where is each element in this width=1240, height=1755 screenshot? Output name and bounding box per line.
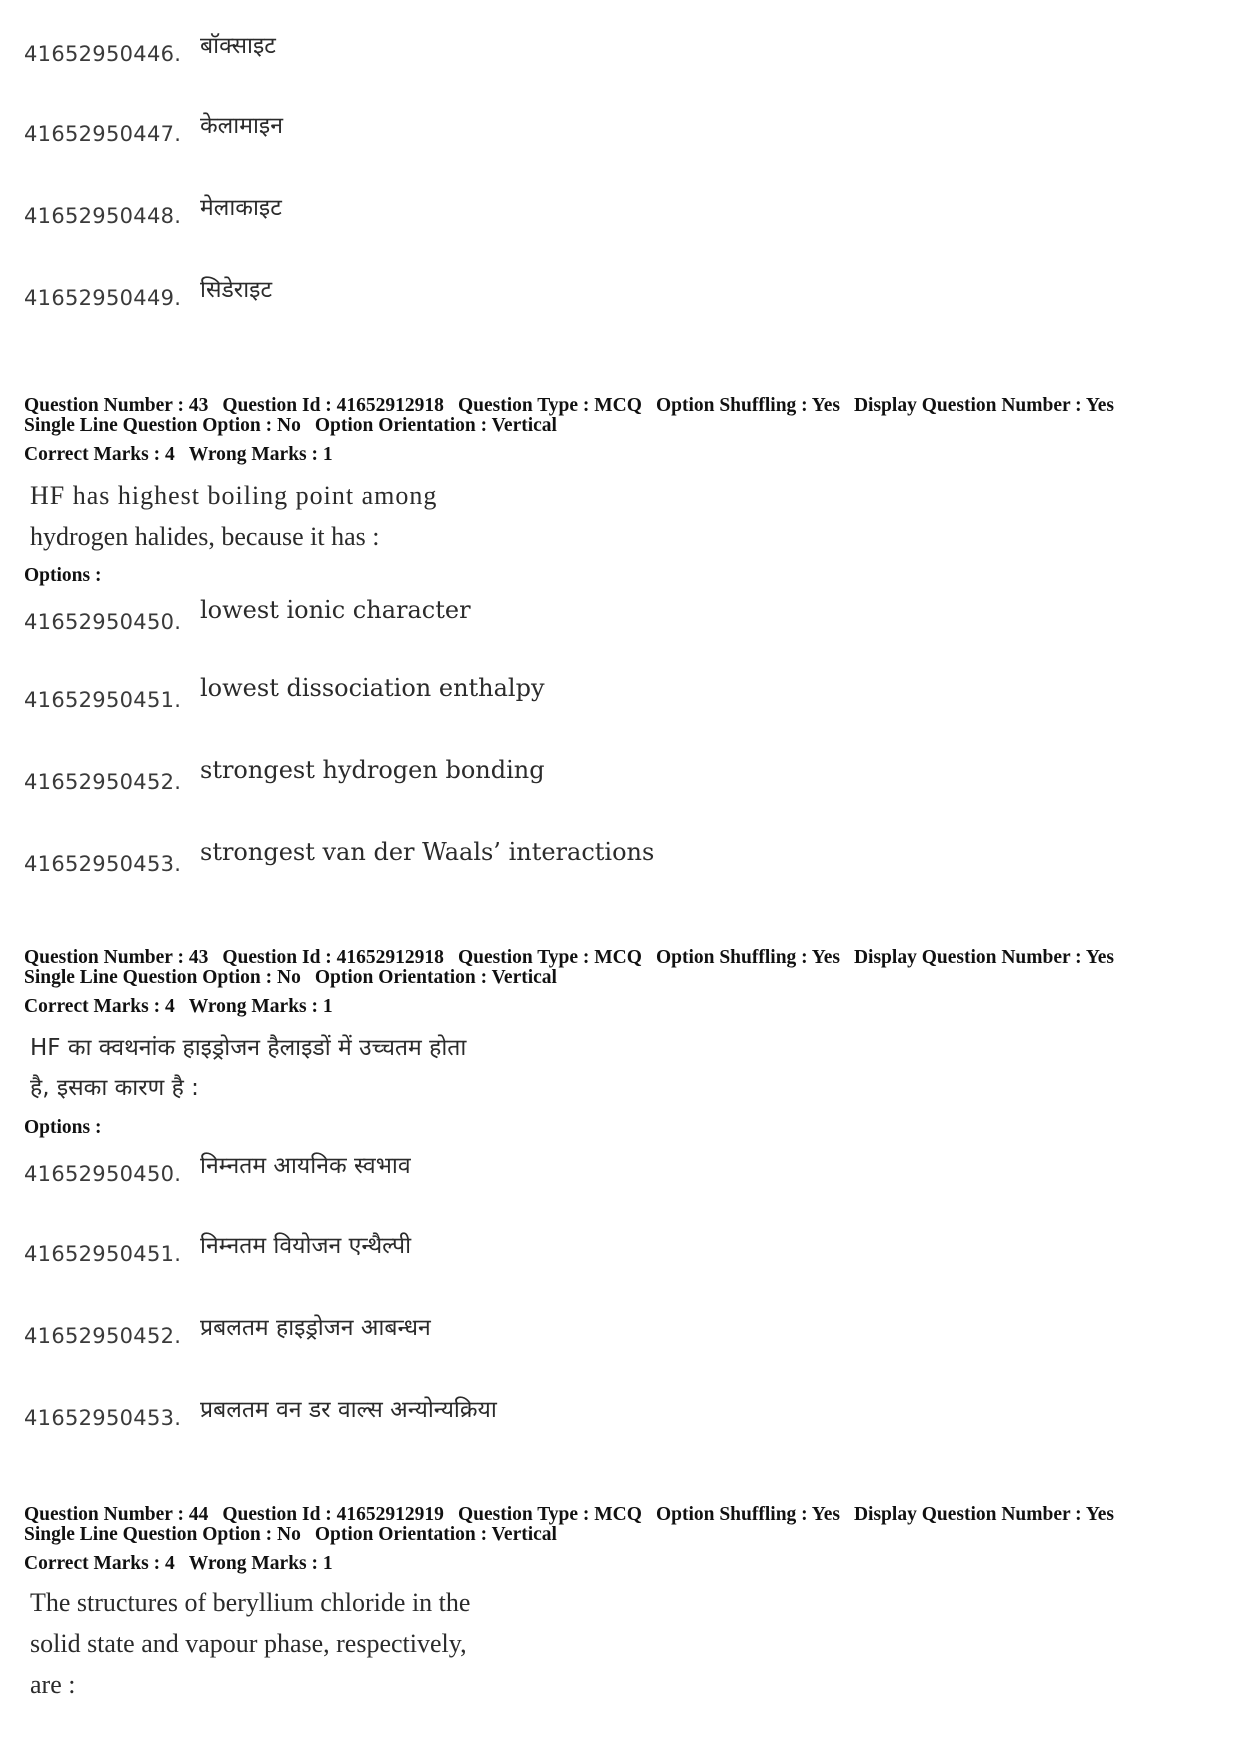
option-id: 41652950450.: [24, 1162, 182, 1186]
option-row: [24, 1392, 497, 1430]
option-row: [24, 756, 545, 794]
option-id: 41652950446.: [24, 42, 182, 66]
option-shuffling: Option Shuffling : Yes: [655, 395, 840, 416]
option-row: [24, 272, 272, 310]
correct-marks: Correct Marks : 4: [24, 996, 175, 1017]
question-meta-line1: [24, 396, 1128, 416]
option-id: 41652950451.: [24, 1242, 182, 1266]
option-row: [24, 190, 282, 228]
question-meta-line2: [24, 416, 571, 436]
option-row: [24, 108, 283, 146]
question-meta-line2: [24, 968, 571, 988]
option-id: 41652950451.: [24, 688, 182, 712]
option-id: 41652950448.: [24, 204, 182, 228]
single-line-option: Single Line Question Option : No: [24, 415, 301, 436]
option-text: सिडेराइट: [200, 277, 273, 303]
wrong-marks: Wrong Marks : 1: [188, 444, 333, 465]
option-row: [24, 28, 276, 66]
question-meta-line2: [24, 1525, 571, 1545]
question-line: HF has highest boiling point among: [30, 481, 438, 510]
question-line: solid state and vapour phase, respectively,: [30, 1629, 467, 1658]
question-line: hydrogen halides, because it has :: [30, 522, 380, 551]
question-line: The structures of beryllium chloride in the: [30, 1588, 471, 1617]
option-id: 41652950452.: [24, 1324, 182, 1348]
option-text: बॉक्साइट: [200, 33, 276, 59]
option-orientation: Option Orientation : Vertical: [314, 415, 557, 436]
question-marks: [24, 1554, 347, 1574]
option-id: 41652950447.: [24, 122, 182, 146]
options-label: Options :: [24, 1117, 102, 1138]
question-marks: [24, 997, 347, 1017]
question-line: are :: [30, 1670, 76, 1699]
option-text: lowest dissociation enthalpy: [200, 674, 545, 702]
option-shuffling: Option Shuffling : Yes: [655, 947, 840, 968]
question-marks: [24, 445, 347, 465]
option-id: 41652950453.: [24, 1406, 182, 1430]
question-text: [30, 1028, 590, 1108]
question-meta-line1: [24, 1505, 1128, 1525]
option-text: प्रबलतम हाइड्रोजन आबन्धन: [200, 1315, 431, 1341]
question-line: HF का क्वथनांक हाइड्रोजन हैलाइडों में उच्चतम होता: [30, 1035, 467, 1061]
option-shuffling: Option Shuffling : Yes: [655, 1504, 840, 1525]
option-text: strongest van der Waals’ interactions: [200, 838, 655, 866]
option-row: [24, 1228, 411, 1266]
correct-marks: Correct Marks : 4: [24, 444, 175, 465]
question-number: Question Number : 43: [24, 395, 209, 416]
option-orientation: Option Orientation : Vertical: [314, 1524, 557, 1545]
option-id: 41652950449.: [24, 286, 182, 310]
option-text: निम्नतम आयनिक स्वभाव: [200, 1153, 411, 1179]
option-text: मेलाकाइट: [200, 195, 282, 221]
options-label: Options :: [24, 565, 102, 586]
option-text: निम्नतम वियोजन एन्थैल्पी: [200, 1233, 412, 1259]
question-id: Question Id : 41652912918: [222, 947, 444, 968]
option-text: केलामाइन: [200, 113, 283, 139]
option-orientation: Option Orientation : Vertical: [314, 967, 557, 988]
question-number: Question Number : 44: [24, 1504, 209, 1525]
single-line-option: Single Line Question Option : No: [24, 1524, 301, 1545]
question-type: Question Type : MCQ: [457, 395, 642, 416]
option-text: प्रबलतम वन डर वाल्स अन्योन्यक्रिया: [200, 1397, 497, 1423]
option-row: [24, 838, 654, 876]
correct-marks: Correct Marks : 4: [24, 1553, 175, 1574]
question-meta-line1: [24, 948, 1128, 968]
option-row: [24, 1148, 411, 1186]
option-id: 41652950450.: [24, 610, 182, 634]
option-row: [24, 1310, 431, 1348]
question-id: Question Id : 41652912919: [222, 1504, 444, 1525]
option-id: 41652950453.: [24, 852, 182, 876]
question-type: Question Type : MCQ: [457, 947, 642, 968]
question-text: [30, 1582, 590, 1705]
question-text: [30, 475, 590, 557]
question-type: Question Type : MCQ: [457, 1504, 642, 1525]
option-row: [24, 596, 471, 634]
question-number: Question Number : 43: [24, 947, 209, 968]
display-question-number: Display Question Number : Yes: [853, 395, 1114, 416]
wrong-marks: Wrong Marks : 1: [188, 1553, 333, 1574]
option-text: lowest ionic character: [200, 596, 471, 624]
display-question-number: Display Question Number : Yes: [853, 947, 1114, 968]
option-text: strongest hydrogen bonding: [200, 756, 545, 784]
option-id: 41652950452.: [24, 770, 182, 794]
option-row: [24, 674, 545, 712]
wrong-marks: Wrong Marks : 1: [188, 996, 333, 1017]
single-line-option: Single Line Question Option : No: [24, 967, 301, 988]
question-line: है, इसका कारण है :: [30, 1075, 199, 1101]
question-id: Question Id : 41652912918: [222, 395, 444, 416]
display-question-number: Display Question Number : Yes: [853, 1504, 1114, 1525]
